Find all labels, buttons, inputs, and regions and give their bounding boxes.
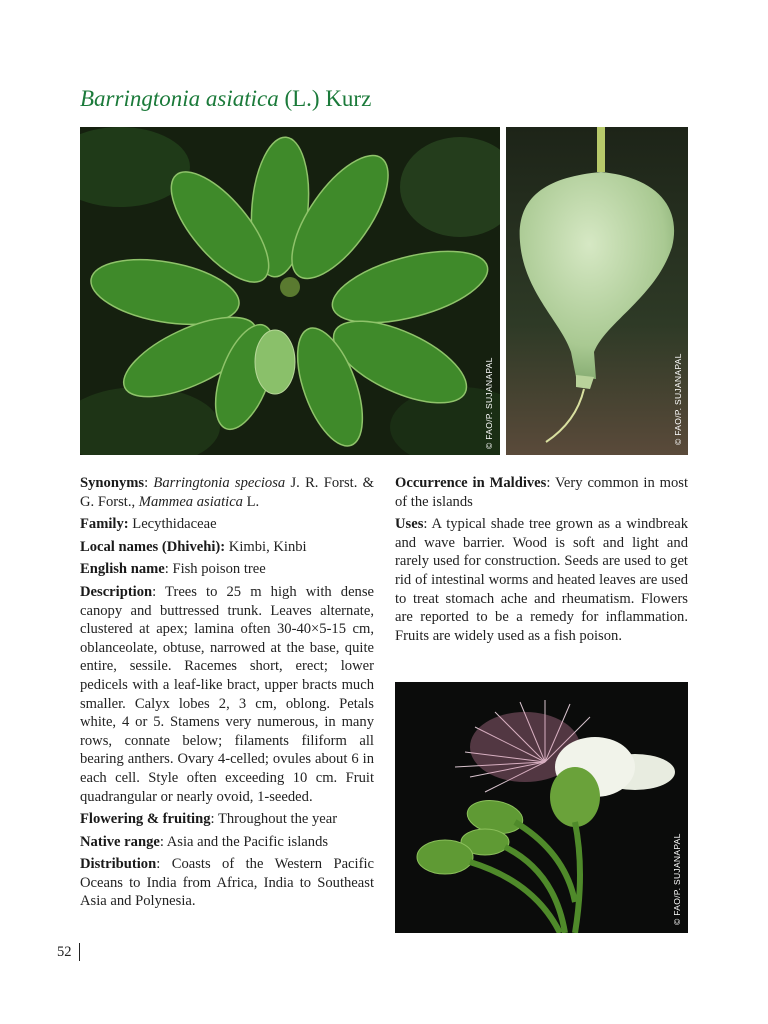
species-name: Barringtonia asiatica: [80, 86, 279, 111]
leaves-photo: [80, 127, 500, 455]
photo-credit: © FAO/P. SUJANAPAL: [673, 353, 683, 445]
local-names-value: Kimbi, Kinbi: [225, 538, 307, 555]
occurrence-label: Occurrence in Maldives: [395, 475, 547, 491]
synonyms-sep: :: [144, 475, 154, 491]
leaf-rosette-photo-icon: [80, 127, 500, 455]
uses-value: : A typical shade tree grown as a windbreak and wave barrier. Wood is soft and light and rarely used for construction. Seeds are used to get rid of intestinal worms and heated leaves are used to treat stomach ache and rheumatism. Flowers are reported to be a remedy for inflammation. Fruits are widely used as a fish poison.: [395, 516, 688, 644]
synonyms-paragraph: [80, 474, 374, 511]
flowering-paragraph: [80, 810, 374, 829]
family-paragraph: [80, 515, 374, 534]
description-label: Description: [80, 583, 153, 600]
photo-credit: © FAO/P. SUJANAPAL: [484, 357, 494, 449]
flower-photo-icon: [395, 682, 688, 933]
page-number: 52: [57, 944, 72, 960]
synonym-1-author: J. R. Forst. & G. Forst.,: [80, 475, 375, 510]
photo-credit: © FAO/P. SUJANAPAL: [672, 833, 682, 925]
synonym-1: Barringtonia speciosa: [153, 475, 286, 491]
flowering-value: : Throughout the year: [210, 811, 338, 828]
uses-label: Uses: [395, 516, 424, 533]
synonym-2: Mammea asiatica: [138, 493, 243, 510]
left-text-column: [80, 474, 374, 915]
local-names-label: Local names (Dhivehi):: [80, 538, 226, 555]
fruit-photo-icon: [506, 127, 688, 455]
native-range-label: Native range: [80, 833, 160, 850]
fruit-photo: [506, 127, 688, 455]
description-value: : Trees to 25 m high with dense canopy and buttressed trunk. Leaves alternate, clustered at apex; lamina often 30-40×5-15 cm, oblanceolate, obtuse, narrowed at the base, quite entire, sessile. Racemes short, erect; lower pedicels with a leaf-like bract, upper bracts much smaller. Calyx lobes 2, 3 cm, oblong. Petals white, 4 or 5. Stamens very numerous, in many rows, connate below; filaments filiform all bearing anthers. Ovary 4-celled; ovules about 6 in each cell. Style often exceeding 10 cm. Fruit quadrangular or nearly ovoid, 1-seeded.: [80, 583, 374, 805]
right-text-column: [395, 474, 688, 649]
english-name-paragraph: [80, 560, 374, 579]
uses-paragraph: [395, 515, 688, 645]
species-author: (L.) Kurz: [284, 86, 372, 111]
distribution-label: Distribution: [80, 856, 157, 873]
synonym-2-author: L.: [242, 493, 260, 510]
occurrence-value: : Very common in most of the islands: [395, 475, 688, 510]
page-number-divider: [79, 943, 80, 961]
local-names-paragraph: [80, 538, 374, 557]
family-label: Family:: [80, 516, 129, 533]
flowering-label: Flowering & fruiting: [80, 811, 211, 828]
english-name-label: English name: [80, 561, 165, 578]
native-range-paragraph: [80, 833, 374, 852]
english-name-value: : Fish poison tree: [164, 561, 266, 578]
distribution-value: : Coasts of the Western Pacific Oceans to India from Africa, India to Southeast Asia and Polynesia.: [80, 856, 374, 910]
flower-photo: [395, 682, 688, 933]
occurrence-paragraph: [395, 474, 688, 511]
family-value: Lecythidaceae: [128, 516, 217, 533]
page-title: [80, 86, 371, 112]
distribution-paragraph: [80, 855, 374, 911]
native-range-value: : Asia and the Pacific islands: [159, 833, 329, 850]
description-paragraph: [80, 583, 374, 806]
synonyms-label: Synonyms: [80, 475, 145, 491]
